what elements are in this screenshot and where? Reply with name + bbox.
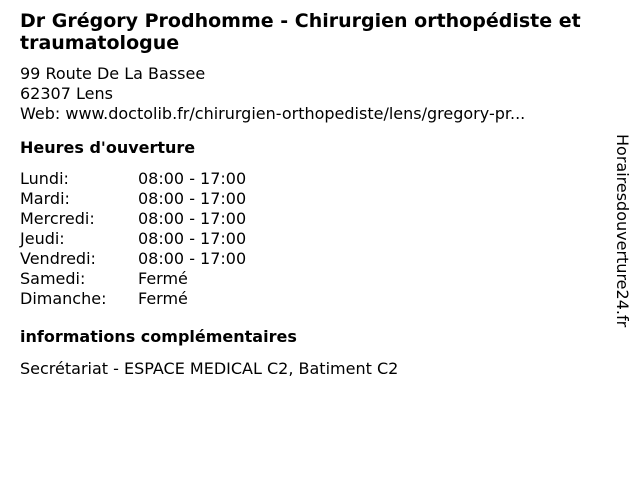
address-block <box>20 64 620 124</box>
site-watermark: Horairesdouverture24.fr <box>613 134 632 328</box>
business-card <box>20 10 620 379</box>
day-label: Lundi: <box>20 169 69 188</box>
website-link[interactable]: Web: www.doctolib.fr/chirurgien-orthopediste/lens/gregory-pr... <box>20 104 526 123</box>
hours-row <box>20 169 620 189</box>
time-value: 08:00 - 17:00 <box>138 249 247 268</box>
day-label: Vendredi: <box>20 249 96 268</box>
page-title: Dr Grégory Prodhomme - Chirurgien orthopédiste et traumatologue <box>20 10 581 54</box>
time-value: Fermé <box>138 289 188 308</box>
street-address: 99 Route De La Bassee <box>20 64 206 83</box>
city-postal: 62307 Lens <box>20 84 113 103</box>
info-text: Secrétariat - ESPACE MEDICAL C2, Batiment C2 <box>20 359 399 378</box>
hours-row <box>20 289 620 309</box>
day-label: Samedi: <box>20 269 86 288</box>
hours-row <box>20 269 620 289</box>
day-label: Jeudi: <box>20 229 65 248</box>
hours-row <box>20 209 620 229</box>
info-heading: informations complémentaires <box>20 327 297 346</box>
day-label: Mercredi: <box>20 209 95 228</box>
time-value: Fermé <box>138 269 188 288</box>
day-label: Dimanche: <box>20 289 107 308</box>
time-value: 08:00 - 17:00 <box>138 169 247 188</box>
hours-heading: Heures d'ouverture <box>20 138 196 157</box>
time-value: 08:00 - 17:00 <box>138 229 247 248</box>
hours-row <box>20 229 620 249</box>
day-label: Mardi: <box>20 189 70 208</box>
hours-row <box>20 249 620 269</box>
time-value: 08:00 - 17:00 <box>138 209 247 228</box>
hours-table <box>20 169 620 309</box>
time-value: 08:00 - 17:00 <box>138 189 247 208</box>
hours-row <box>20 189 620 209</box>
